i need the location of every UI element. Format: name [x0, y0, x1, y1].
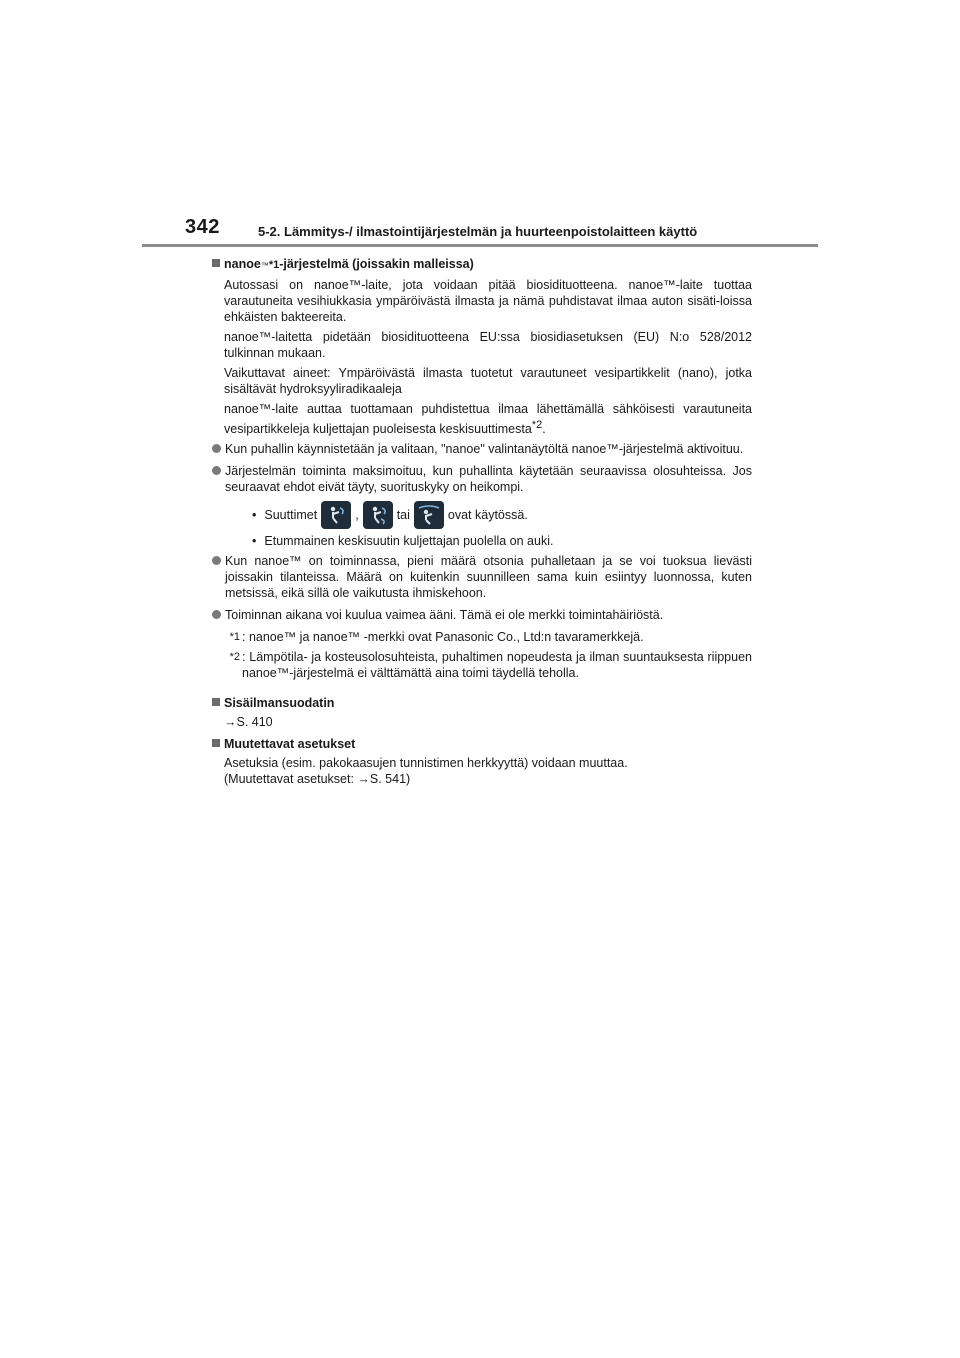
sub-bullet-1-post: ovat käytössä. — [447, 508, 528, 523]
list-item — [212, 441, 752, 457]
section-nanoe-heading — [212, 256, 752, 274]
nanoe-paragraph-2: nanoe™-laitetta pidetään biosidituotteena EU:ssa biosidiasetuksen (EU) N:o 528/2012 tulkinnan mukaan. — [224, 330, 752, 360]
round-bullet-icon — [212, 556, 221, 565]
footnote-1-mark: *1 — [229, 631, 240, 644]
nanoe-paragraph-1: Autossasi on nanoe™-laite, jota voidaan pitää biosidituotteena. nanoe™-laite tuottaa varautuneita vesihiukkasia ympäröivästä ilmasta ja nämä puhdistavat ilmaa auton sisäti-loissa ehkäisten bakteereita. — [224, 278, 752, 324]
footnote-1-text: : nanoe™ ja nanoe™ -merkki ovat Panasonic Co., Ltd:n tavaramerkkejä. — [242, 630, 644, 645]
header-divider — [142, 244, 818, 247]
list-item — [212, 463, 752, 495]
nanoe-title-tm: ™ — [260, 261, 269, 270]
round-bullet-icon — [212, 466, 221, 475]
nanoe-title-footnote-mark: *1 — [268, 259, 280, 271]
list-item — [212, 607, 752, 623]
nanoe-title-pre: nanoe — [224, 257, 261, 271]
footnote-1 — [212, 629, 752, 645]
nanoe-paragraph-3: Vaikuttavat aineet: Ympäröivästä ilmasta tuotetut varautuneet vesipartikkelit (nano), jotka sisältävät hydroksyyliradikaaleja — [224, 366, 752, 396]
bullet-text-4: Toiminnan aikana voi kuulua vaimea ääni. Tämä ei ole merkki toimintahäiriöstä. — [225, 608, 664, 623]
vent-face-feet-icon — [363, 501, 393, 529]
nanoe-paragraph-4-footnote-mark: *2 — [531, 419, 543, 431]
sub-bullet-mark: • — [252, 508, 257, 523]
vent-face-icon — [321, 501, 351, 529]
filter-page-reference[interactable]: →S. 410 — [224, 715, 273, 730]
nanoe-paragraph-4 — [224, 401, 752, 437]
chapter-title: 5-2. Lämmitys-/ ilmastointijärjestelmän ja huurteenpoistolaitteen käyttö — [258, 224, 698, 239]
settings-title: Muutettavat asetukset — [224, 737, 356, 752]
nanoe-body — [224, 277, 752, 437]
square-bullet-icon — [212, 698, 220, 706]
page-number: 342 — [185, 216, 220, 238]
sub-bullet-1-sep2: tai — [396, 508, 410, 523]
sub-bullet-1-sep1: , — [355, 508, 359, 523]
round-bullet-icon — [212, 444, 221, 453]
square-bullet-icon — [212, 259, 220, 267]
footnote-2 — [212, 649, 752, 681]
page-content — [212, 256, 752, 787]
section-settings-heading — [212, 736, 752, 752]
vent-windshield-feet-icon — [414, 501, 444, 529]
nanoe-paragraph-4-end: . — [542, 422, 546, 437]
bullet-text-3: Kun nanoe™ on toiminnassa, pieni määrä otsonia puhalletaan ja se voi tuoksua lievästi joissakin tilanteissa. Määrä on kuitenkin suunnilleen sama kuin esiintyy luonnossa, kuten metsissä, eikä sillä ole vaikutusta ihmiskehoon. — [225, 554, 752, 601]
square-bullet-icon — [212, 739, 220, 747]
list-item — [212, 553, 752, 601]
sub-list-item — [252, 501, 752, 529]
bullet-text-1: Kun puhallin käynnistetään ja valitaan, "nanoe" valintanäytöltä nanoe™-järjestelmä aktivoituu. — [225, 442, 744, 457]
sub-bullet-1-pre: Suuttimet — [264, 508, 318, 523]
footnote-2-text: : Lämpötila- ja kosteusolosuhteista, puhaltimen nopeudesta ja ilman suuntauksesta riippuen nanoe™-järjestelmä ei välttämättä aina toimi täydellä teholla. — [242, 650, 752, 681]
sub-bullet-2-text: Etummainen keskisuutin kuljettajan puolella on auki. — [264, 534, 554, 549]
settings-text-1: Asetuksia (esim. pakokaasujen tunnistimen herkkyyttä) voidaan muuttaa. — [224, 756, 628, 771]
nanoe-title-post: -järjestelmä (joissakin malleissa) — [279, 257, 474, 271]
nanoe-paragraph-4-text: nanoe™-laite auttaa tuottamaan puhdistettua ilmaa lähettämällä sähköisesti varautuneita vesipartikkeleja kuljettajan puoleisesta keskisuuttimesta — [224, 402, 752, 437]
filter-title: Sisäilmansuodatin — [224, 696, 335, 711]
bullet-text-2: Järjestelmän toiminta maksimoituu, kun puhallinta käytetään seuraavissa olosuhteissa. Jos seuraavat ehdot eivät täyty, suorituskyky on heikompi. — [225, 464, 752, 495]
sub-list-item — [252, 533, 752, 549]
round-bullet-icon — [212, 610, 221, 619]
sub-bullet-mark: • — [252, 534, 257, 549]
settings-body — [224, 755, 752, 787]
settings-text-2: (Muutettavat asetukset: →S. 541) — [224, 772, 411, 787]
footnote-2-mark: *2 — [229, 651, 240, 664]
section-filter-heading — [212, 695, 752, 711]
